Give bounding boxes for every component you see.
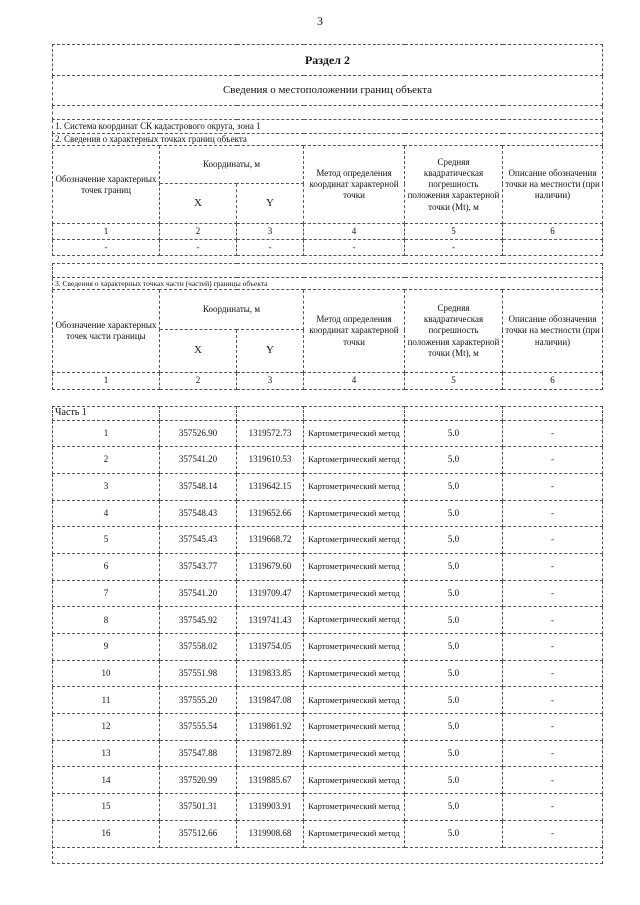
part-label: Часть 1 — [53, 407, 160, 421]
header-error: Средняя квадратическая погрешность положения характерной точки (Mt), м — [405, 146, 503, 224]
point-number: 10 — [53, 660, 160, 687]
coord-y: 1319709.47 — [237, 580, 304, 607]
coord-y: 1319679.60 — [237, 553, 304, 580]
point-description: - — [503, 473, 603, 500]
coord-y: 1319885.67 — [237, 767, 304, 794]
empty-cell — [503, 240, 603, 256]
method: Картометрический метод — [304, 794, 405, 821]
point-description: - — [503, 714, 603, 741]
section-subtitle: Сведения о местоположении границ объекта — [53, 76, 603, 106]
col-number: 6 — [503, 224, 603, 240]
col-number: 3 — [237, 373, 304, 390]
mean-error: 5.0 — [405, 580, 503, 607]
col-number: 2 — [160, 373, 237, 390]
empty-cell: - — [237, 240, 304, 256]
coord-x: 357555.54 — [160, 714, 237, 741]
header-error: Средняя квадратическая погрешность положения характерной точки (Mt), м — [405, 290, 503, 373]
mean-error: 5.0 — [405, 687, 503, 714]
empty-cell — [405, 407, 503, 421]
coord-x: 357548.14 — [160, 473, 237, 500]
item3-title: 3. Сведения о характерных точках части (частей) границы объекта — [53, 278, 603, 290]
point-description: - — [503, 553, 603, 580]
table-row — [53, 794, 603, 821]
header-method: Метод определения координат характерной точки — [304, 290, 405, 373]
method: Картометрический метод — [304, 767, 405, 794]
table-row — [53, 553, 603, 580]
empty-cell — [503, 407, 603, 421]
point-number: 14 — [53, 767, 160, 794]
table-row — [53, 473, 603, 500]
coord-y: 1319572.73 — [237, 420, 304, 447]
point-description: - — [503, 794, 603, 821]
table-row — [53, 527, 603, 554]
empty-cell — [304, 407, 405, 421]
table-row — [53, 767, 603, 794]
method: Картометрический метод — [304, 473, 405, 500]
point-number: 16 — [53, 820, 160, 847]
mean-error: 5.0 — [405, 527, 503, 554]
table-row — [53, 607, 603, 634]
point-description: - — [503, 527, 603, 554]
col-number: 1 — [53, 373, 160, 390]
table-row — [53, 714, 603, 741]
mean-error: 5.0 — [405, 714, 503, 741]
method: Картометрический метод — [304, 580, 405, 607]
mean-error: 5.0 — [405, 553, 503, 580]
method: Картометрический метод — [304, 447, 405, 474]
coord-x: 357545.43 — [160, 527, 237, 554]
point-number: 7 — [53, 580, 160, 607]
point-description: - — [503, 820, 603, 847]
method: Картометрический метод — [304, 500, 405, 527]
mean-error: 5.0 — [405, 767, 503, 794]
mean-error: 5.0 — [405, 740, 503, 767]
method: Картометрический метод — [304, 527, 405, 554]
header-description: Описание обозначения точки на местности (при наличии) — [503, 146, 603, 224]
coord-y: 1319652.66 — [237, 500, 304, 527]
page-number: 3 — [317, 14, 323, 28]
col-number: 4 — [304, 224, 405, 240]
coord-x: 357547.88 — [160, 740, 237, 767]
coord-y: 1319741.43 — [237, 607, 304, 634]
point-description: - — [503, 420, 603, 447]
mean-error: 5.0 — [405, 660, 503, 687]
coord-x: 357526.90 — [160, 420, 237, 447]
part-points-header-table — [52, 263, 603, 390]
coord-x: 357541.20 — [160, 580, 237, 607]
point-number: 3 — [53, 473, 160, 500]
part-points-data-table — [52, 406, 603, 848]
mean-error: 5.0 — [405, 447, 503, 474]
point-number: 9 — [53, 634, 160, 661]
header-y: Y — [237, 184, 304, 224]
col-number: 1 — [53, 224, 160, 240]
empty-cell: - — [53, 240, 160, 256]
coord-x: 357545.92 — [160, 607, 237, 634]
table-row — [53, 447, 603, 474]
table-row — [53, 634, 603, 661]
mean-error: 5.0 — [405, 607, 503, 634]
col-number: 6 — [503, 373, 603, 390]
point-description: - — [503, 687, 603, 714]
coord-x: 357512.66 — [160, 820, 237, 847]
table-row — [53, 500, 603, 527]
point-number: 4 — [53, 500, 160, 527]
point-description: - — [503, 634, 603, 661]
point-number: 5 — [53, 527, 160, 554]
point-description: - — [503, 607, 603, 634]
method: Картометрический метод — [304, 553, 405, 580]
header-description: Описание обозначения точки на местности (при наличии) — [503, 290, 603, 373]
point-number: 1 — [53, 420, 160, 447]
header-designation: Обозначение характерных точек границ — [53, 146, 160, 224]
method: Картометрический метод — [304, 660, 405, 687]
coord-y: 1319754.05 — [237, 634, 304, 661]
coord-y: 1319833.85 — [237, 660, 304, 687]
coord-y: 1319668.72 — [237, 527, 304, 554]
mean-error: 5.0 — [405, 794, 503, 821]
point-number: 11 — [53, 687, 160, 714]
coord-y: 1319903.91 — [237, 794, 304, 821]
point-number: 8 — [53, 607, 160, 634]
coord-x: 357520.99 — [160, 767, 237, 794]
point-description: - — [503, 660, 603, 687]
coord-y: 1319861.92 — [237, 714, 304, 741]
coord-x: 357558.02 — [160, 634, 237, 661]
mean-error: 5.0 — [405, 820, 503, 847]
header-designation: Обозначение характерных точек части границы — [53, 290, 160, 373]
spacer-row — [53, 264, 603, 278]
point-number: 15 — [53, 794, 160, 821]
point-number: 2 — [53, 447, 160, 474]
empty-cell: - — [160, 240, 237, 256]
point-description: - — [503, 740, 603, 767]
header-method: Метод определения координат характерной точки — [304, 146, 405, 224]
empty-cell — [237, 407, 304, 421]
method: Картометрический метод — [304, 634, 405, 661]
table-row — [53, 740, 603, 767]
section-2-table — [52, 44, 603, 256]
method: Картометрический метод — [304, 687, 405, 714]
coord-y: 1319610.53 — [237, 447, 304, 474]
coord-y: 1319847.08 — [237, 687, 304, 714]
table-row — [53, 660, 603, 687]
header-coordinates: Координаты, м — [160, 146, 304, 184]
coordinate-system-line: 1. Система координат СК кадастрового округа, зона 1 — [53, 120, 603, 134]
coord-y: 1319642.15 — [237, 473, 304, 500]
col-number: 3 — [237, 224, 304, 240]
coord-x: 357548.43 — [160, 500, 237, 527]
coord-x: 357541.20 — [160, 447, 237, 474]
col-number: 5 — [405, 373, 503, 390]
point-description: - — [503, 500, 603, 527]
header-x: X — [160, 330, 237, 373]
mean-error: 5.0 — [405, 473, 503, 500]
col-number: 5 — [405, 224, 503, 240]
table-row — [53, 420, 603, 447]
item2-title: 2. Сведения о характерных точках границ объекта — [53, 134, 603, 146]
empty-cell — [160, 407, 237, 421]
col-number: 2 — [160, 224, 237, 240]
coord-y: 1319908.68 — [237, 820, 304, 847]
point-number: 13 — [53, 740, 160, 767]
method: Картометрический метод — [304, 420, 405, 447]
method: Картометрический метод — [304, 607, 405, 634]
bottom-empty-row — [52, 841, 603, 864]
mean-error: 5.0 — [405, 634, 503, 661]
coord-y: 1319872.89 — [237, 740, 304, 767]
section-title: Раздел 2 — [53, 45, 603, 76]
coord-x: 357551.98 — [160, 660, 237, 687]
spacer-row — [53, 106, 603, 120]
point-description: - — [503, 580, 603, 607]
coord-x: 357555.20 — [160, 687, 237, 714]
col-number: 4 — [304, 373, 405, 390]
point-description: - — [503, 447, 603, 474]
method: Картометрический метод — [304, 820, 405, 847]
header-x: X — [160, 184, 237, 224]
point-number: 12 — [53, 714, 160, 741]
method: Картометрический метод — [304, 714, 405, 741]
empty-cell: - — [304, 240, 405, 256]
header-coordinates: Координаты, м — [160, 290, 304, 330]
point-description: - — [503, 767, 603, 794]
mean-error: 5.0 — [405, 420, 503, 447]
method: Картометрический метод — [304, 740, 405, 767]
coord-x: 357543.77 — [160, 553, 237, 580]
empty-cell: - — [405, 240, 503, 256]
table-row — [53, 687, 603, 714]
table-row — [53, 580, 603, 607]
mean-error: 5.0 — [405, 500, 503, 527]
point-number: 6 — [53, 553, 160, 580]
header-y: Y — [237, 330, 304, 373]
coord-x: 357501.31 — [160, 794, 237, 821]
